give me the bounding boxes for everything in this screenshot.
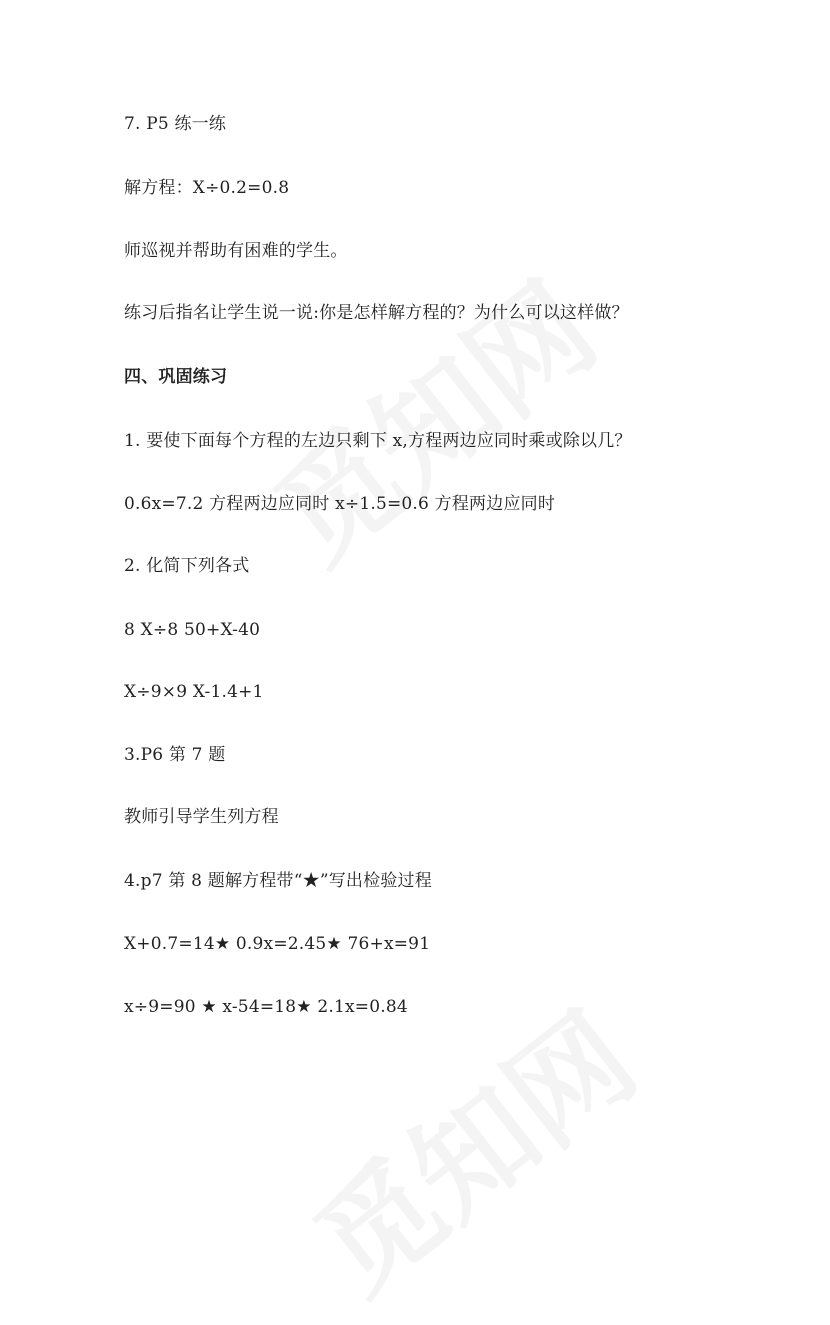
watermark	[235, 237, 625, 594]
question-3: 3.P6 第 7 题	[124, 745, 226, 765]
teacher-note: 师巡视并帮助有困难的学生。	[124, 241, 348, 261]
question-2: 2. 化简下列各式	[124, 556, 250, 576]
watermark	[275, 967, 665, 1324]
question-4: 4.p7 第 8 题解方程带“★”写出检验过程	[124, 871, 432, 891]
expression-row-2: X÷9×9 X-1.4+1	[124, 682, 264, 702]
exercise-7-title: 7. P5 练一练	[124, 114, 227, 134]
question-1-equations: 0.6x=7.2 方程两边应同时 x÷1.5=0.6 方程两边应同时	[124, 494, 556, 514]
expression-row-1: 8 X÷8 50+X-40	[124, 620, 261, 640]
equation-row-1: X+0.7=14★ 0.9x=2.45★ 76+x=91	[124, 934, 431, 954]
teacher-guidance: 教师引导学生列方程	[124, 807, 279, 827]
equation-row-2: x÷9=90 ★ x-54=18★ 2.1x=0.84	[124, 997, 408, 1017]
question-1: 1. 要使下面每个方程的左边只剩下 x,方程两边应同时乘或除以几？	[124, 431, 632, 451]
section-heading: 四、巩固练习	[124, 367, 228, 387]
discussion-prompt: 练习后指名让学生说一说:你是怎样解方程的？为什么可以这样做？	[124, 303, 629, 323]
equation-text: 解方程：X÷0.2=0.8	[124, 178, 290, 198]
